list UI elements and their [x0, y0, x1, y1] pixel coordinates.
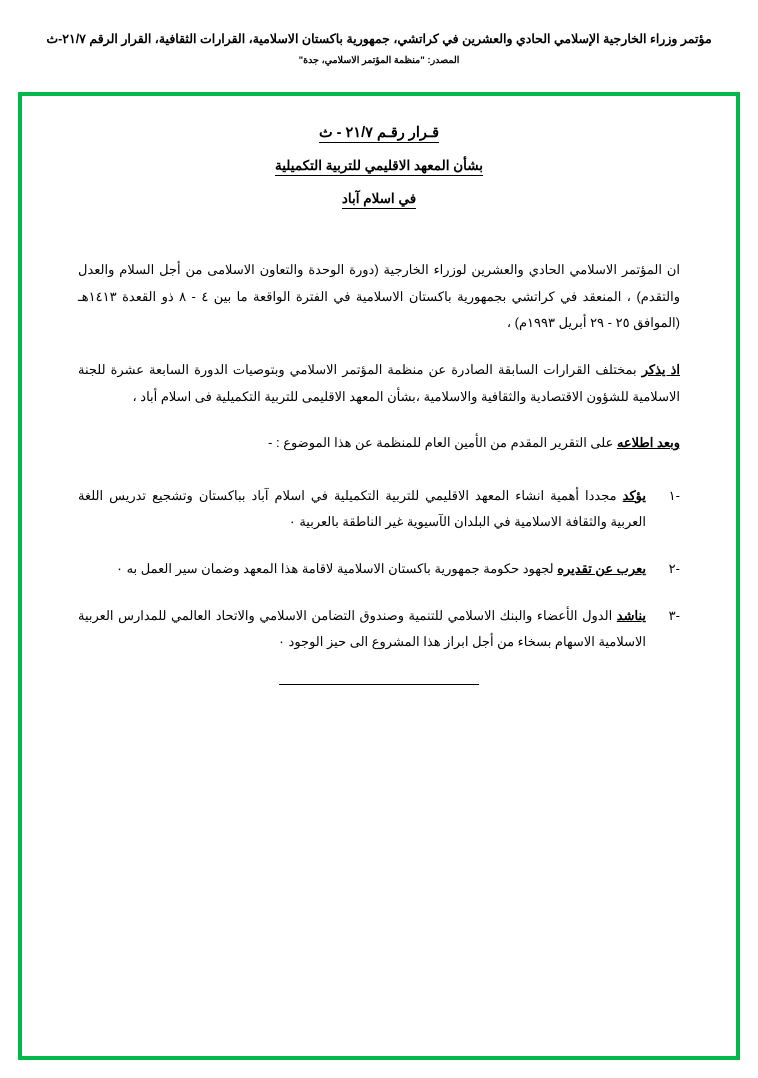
page-header — [0, 0, 758, 66]
clause-text — [78, 556, 646, 583]
closing-divider — [279, 684, 479, 685]
clause-item — [78, 483, 680, 536]
clause-item — [78, 603, 680, 656]
recital-1-lead: اذ يذكر — [641, 361, 680, 377]
clause-lead-verb: يعرب عن تقديره — [557, 561, 646, 577]
clause-number: -١ — [668, 487, 680, 503]
clause-text — [78, 483, 646, 536]
clause-lead-verb: يناشد — [616, 607, 646, 623]
header-source: المصدر: "منظمة المؤتمر الاسلامي، جدة" — [298, 54, 460, 66]
clause-number: -٣ — [668, 607, 680, 623]
green-border-frame — [18, 92, 740, 1060]
clause-body-text: لجهود حكومة جمهورية باكستان الاسلامية لاقامة هذا المعهد وضمان سير العمل به ٠ — [115, 561, 558, 577]
recital-2-lead: وبعد اطلاعه — [616, 435, 680, 451]
clause-number: -٢ — [668, 561, 680, 577]
header-title: مؤتمر وزراء الخارجية الإسلامي الحادي والعشرين في كراتشي، جمهورية باكستان الاسلامية، القرارات الثقافية، القرار الرقم ٢١/٧-ث — [46, 32, 712, 46]
resolution-number-title: قـرار رقـم ٢١/٧ - ث — [318, 125, 440, 141]
recital-2-text: على التقرير المقدم من الأمين العام للمنظمة عن هذا الموضوع : - — [268, 435, 617, 451]
clause-lead-verb: يؤكد — [622, 487, 646, 503]
clause-item — [78, 556, 680, 583]
preamble-paragraph: ان المؤتمر الاسلامي الحادي والعشرين لوزراء الخارجية (دورة الوحدة والتعاون الاسلامى من أجل السلام والعدل والتقدم) ، المنعقد في كراتشي بجمهورية باكستان الاسلامية في الفترة الواقعة ما بين ٤ - ٨ ذو القعدة ١٤١٣هـ (الموافق ٢٥ - ٢٩ أبريل ١٩٩٣م) ، — [78, 262, 680, 331]
recital-1-text: بمختلف القرارات السابقة الصادرة عن منظمة المؤتمر الاسلامي وبتوصيات الدورة السابعة عشرة للجنة الاسلامية للشؤون الاقتصادية والثقافية والاسلامية ،بشأن المعهد الاقليمى للتربية التكميلية فى اسلام أباد ، — [78, 361, 680, 404]
document-body — [22, 96, 736, 705]
document-title-group — [78, 124, 680, 223]
recital-paragraph-1 — [78, 357, 680, 410]
recital-paragraph-2 — [78, 430, 680, 457]
clause-body-text: مجددا أهمية انشاء المعهد الاقليمي للتربية التكميلية في اسلام آباد بباكستان وتشجيع تدريس اللغة العربية والثقافة الاسلامية في البلدان الآسيوية غير الناطقة بالعربية ٠ — [78, 487, 646, 530]
clause-body-text: الدول الأعضاء والبنك الاسلامي للتنمية وصندوق التضامن الاسلامي والاتحاد العالمي للمدارس العربية الاسلامية الاسهام بسخاء من أجل ابراز هذا المشروع الى حيز الوجود ٠ — [78, 607, 646, 650]
clause-text — [78, 603, 646, 656]
resolution-location-title: في اسلام آباد — [342, 191, 416, 209]
resolution-subject-title: بشأن المعهد الاقليمي للتربية التكميلية — [275, 158, 483, 176]
